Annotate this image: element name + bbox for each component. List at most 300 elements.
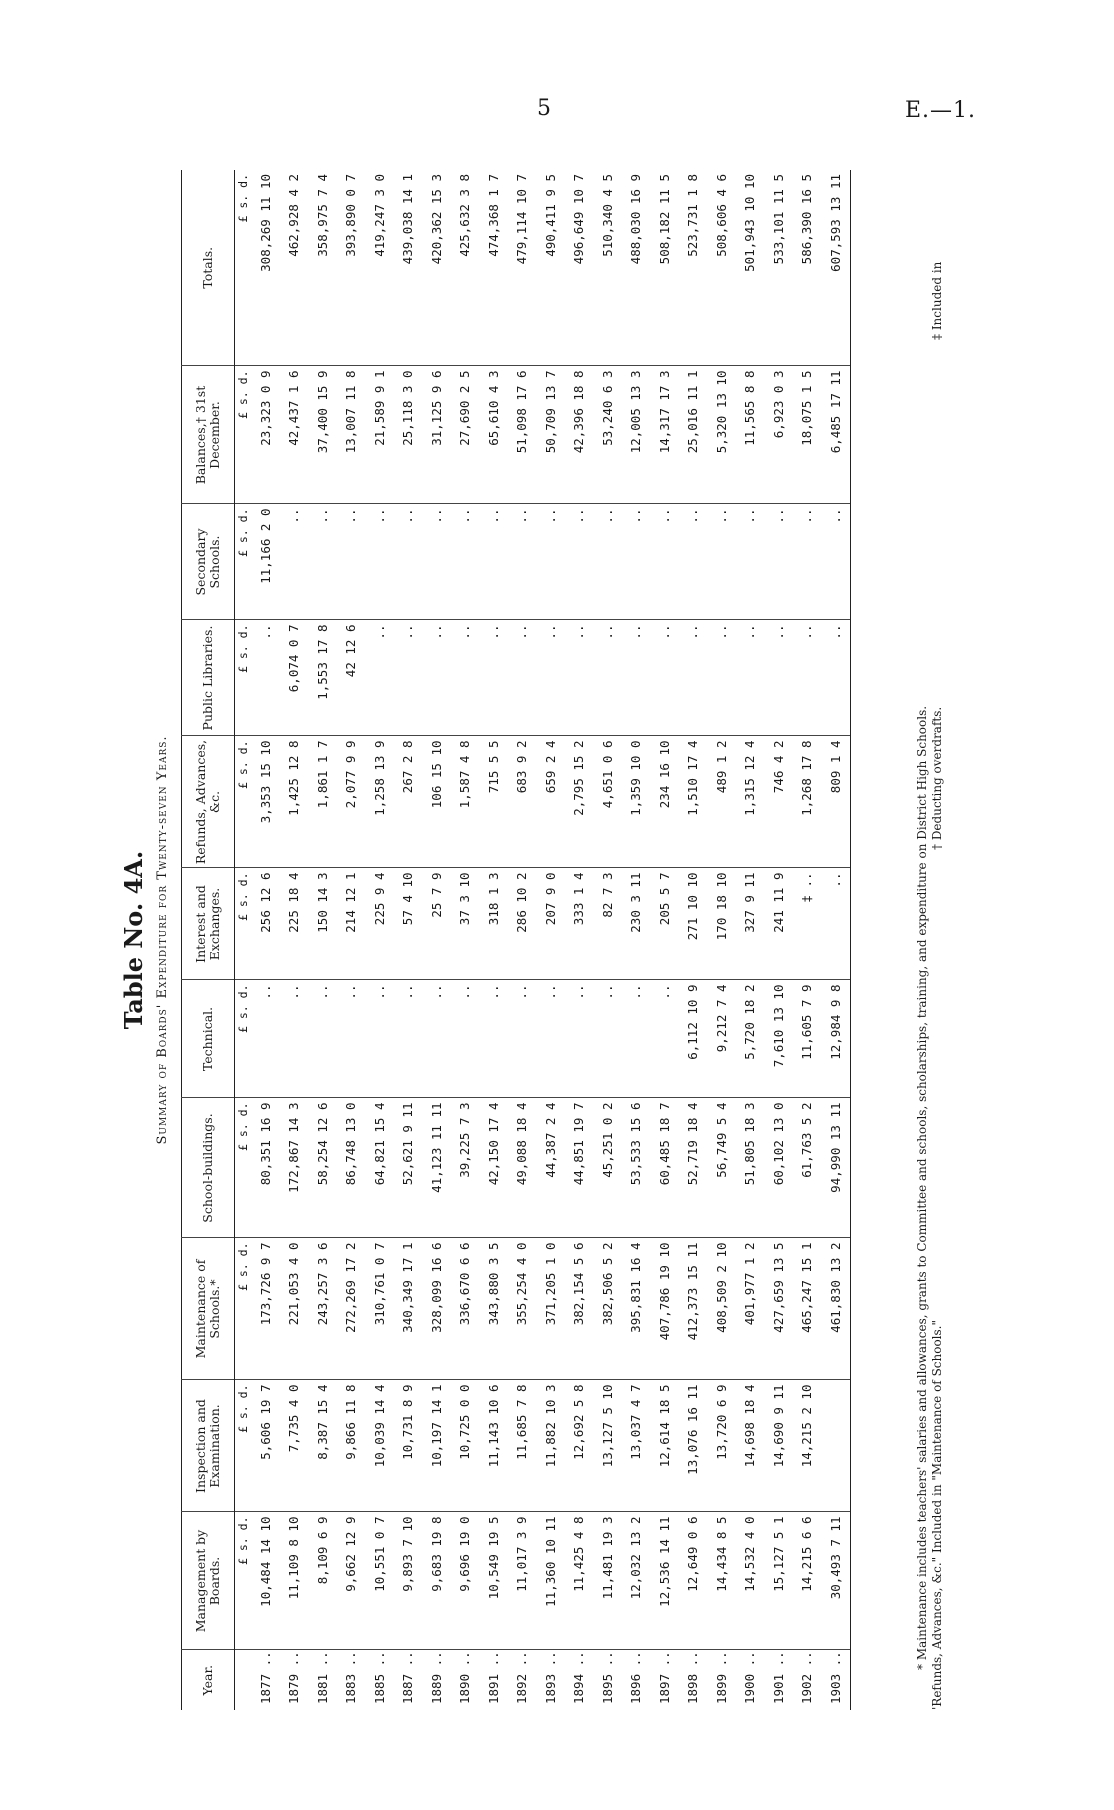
footnote-maintenance: * Maintenance includes teachers' salaries and allowances, grants to Committee and schools, scholarships, training, and expenditure on District High Schools. (915, 705, 929, 1670)
amount-cell: 37,400 15 9 (308, 366, 337, 504)
amount-cell: 170 18 10 (707, 868, 736, 980)
amount-cell: 401,977 1 2 (736, 1238, 765, 1380)
table-row (650, 170, 679, 1710)
amount-cell: 427,659 13 5 (764, 1238, 793, 1380)
amount-cell: .. (337, 980, 366, 1098)
amount-cell: .. (593, 504, 622, 620)
table-row (736, 170, 765, 1710)
amount-cell: 412,373 15 11 (679, 1238, 708, 1380)
amount-cell: .. (308, 980, 337, 1098)
amount-cell: 489 1 2 (707, 736, 736, 868)
amount-cell: 9,866 11 8 (337, 1380, 366, 1512)
unit-cell: £ s. d. (235, 736, 252, 868)
header-totals: Totals. (182, 170, 235, 366)
amount-cell: 49,088 18 4 (508, 1098, 537, 1238)
amount-cell: 13,037 4 7 (622, 1380, 651, 1512)
amount-cell: 13,007 11 8 (337, 366, 366, 504)
amount-cell: 1,425 12 8 (280, 736, 309, 868)
amount-cell: 230 3 11 (622, 868, 651, 980)
amount-cell: 11,882 10 3 (536, 1380, 565, 1512)
unit-cell: £ s. d. (235, 980, 252, 1098)
table-row (451, 170, 480, 1710)
table-row (280, 170, 309, 1710)
amount-cell: 14,215 6 6 (793, 1512, 822, 1650)
amount-cell: 12,005 13 3 (622, 366, 651, 504)
header-interest: Interest and Exchanges. (182, 868, 235, 980)
amount-cell: 221,053 4 0 (280, 1238, 309, 1380)
amount-cell: 336,670 6 6 (451, 1238, 480, 1380)
amount-cell: 18,075 1 5 (793, 366, 822, 504)
amount-cell: 25,016 11 1 (679, 366, 708, 504)
amount-cell: .. (308, 504, 337, 620)
amount-cell: 267 2 8 (394, 736, 423, 868)
unit-cell: £ s. d. (235, 366, 252, 504)
table-row (793, 170, 822, 1710)
amount-cell: 14,215 2 10 (793, 1380, 822, 1512)
amount-cell: 465,247 15 1 (793, 1238, 822, 1380)
table-row (679, 170, 708, 1710)
amount-cell: .. (821, 504, 850, 620)
year-cell: 1893 .. (536, 1650, 565, 1710)
table-row (536, 170, 565, 1710)
amount-cell: .. (280, 504, 309, 620)
amount-cell: 64,821 15 4 (365, 1098, 394, 1238)
header-refunds: Refunds, Advances, &c. (182, 736, 235, 868)
amount-cell: .. (394, 504, 423, 620)
amount-cell: .. (451, 504, 480, 620)
unit-cell: £ s. d. (236, 174, 250, 223)
amount-cell: 50,709 13 7 (536, 366, 565, 504)
amount-cell: 106 15 10 (422, 736, 451, 868)
amount-cell: 425,632 3 8 (457, 174, 473, 257)
header-year: Year. (182, 1650, 235, 1710)
amount-cell: 10,484 14 10 (251, 1512, 280, 1650)
amount-cell: 10,197 14 1 (422, 1380, 451, 1512)
amount-cell: 9,662 12 9 (337, 1512, 366, 1650)
amount-cell: 256 12 6 (251, 868, 280, 980)
amount-cell: 11,685 7 8 (508, 1380, 537, 1512)
amount-cell: 11,360 10 11 (536, 1512, 565, 1650)
amount-cell: 462,928 4 2 (286, 174, 302, 257)
amount-cell: .. (736, 620, 765, 736)
amount-cell: 58,254 12 6 (308, 1098, 337, 1238)
amount-cell: 340,349 17 1 (394, 1238, 423, 1380)
amount-cell: 37 3 10 (451, 868, 480, 980)
amount-cell: 407,786 19 10 (650, 1238, 679, 1380)
amount-cell: .. (365, 980, 394, 1098)
expenditure-table (181, 170, 851, 1710)
amount-cell: .. (622, 620, 651, 736)
amount-cell: 1,587 4 8 (451, 736, 480, 868)
header-balances: Balances,† 31st December. (182, 366, 235, 504)
year-cell: 1883 .. (337, 1650, 366, 1710)
amount-cell: 2,077 9 9 (337, 736, 366, 868)
amount-cell: 586,390 16 5 (799, 174, 815, 265)
year-cell: 1881 .. (308, 1650, 337, 1710)
amount-cell: 51,098 17 6 (508, 366, 537, 504)
amount-cell: 11,565 8 8 (736, 366, 765, 504)
amount-cell: .. (565, 620, 594, 736)
table-row (764, 170, 793, 1710)
amount-cell: 659 2 4 (536, 736, 565, 868)
amount-cell: 1,861 1 7 (308, 736, 337, 868)
amount-cell: .. (565, 504, 594, 620)
amount-cell: 241 11 9 (764, 868, 793, 980)
amount-cell: .. (365, 620, 394, 736)
amount-cell: 355,254 4 0 (508, 1238, 537, 1380)
year-cell: 1890 .. (451, 1650, 480, 1710)
amount-cell: 25 7 9 (422, 868, 451, 980)
header-management: Management by Boards. (182, 1512, 235, 1650)
amount-cell: 13,720 6 9 (707, 1380, 736, 1512)
header-maintenance: Maintenance of Schools.* (182, 1238, 235, 1380)
amount-cell: .. (593, 620, 622, 736)
amount-cell: 328,099 16 6 (422, 1238, 451, 1380)
amount-cell: 8,109 6 9 (308, 1512, 337, 1650)
amount-cell: 30,493 7 11 (821, 1512, 850, 1650)
amount-cell: 53,533 15 6 (622, 1098, 651, 1238)
amount-cell: 25,118 3 0 (394, 366, 423, 504)
unit-cell: £ s. d. (235, 1512, 252, 1650)
amount-cell: 1,315 12 4 (736, 736, 765, 868)
amount-cell: 11,143 10 6 (479, 1380, 508, 1512)
header-secondary-schools: Secondary Schools. (182, 504, 235, 620)
amount-cell: 9,212 7 4 (707, 980, 736, 1098)
amount-cell: 8,387 15 4 (308, 1380, 337, 1512)
year-cell: 1903 .. (821, 1650, 850, 1710)
amount-cell: .. (508, 504, 537, 620)
amount-cell: 6,112 10 9 (679, 980, 708, 1098)
amount-cell: 15,127 5 1 (764, 1512, 793, 1650)
amount-cell: 683 9 2 (508, 736, 537, 868)
amount-cell: 607,593 13 11 (821, 170, 850, 366)
amount-cell: 14,690 9 11 (764, 1380, 793, 1512)
amount-cell: 12,614 18 5 (650, 1380, 679, 1512)
amount-cell: 318 1 3 (479, 868, 508, 980)
table-row (337, 170, 366, 1710)
amount-cell: 393,890 0 7 (343, 174, 359, 257)
amount-cell: 1,268 17 8 (793, 736, 822, 868)
header-inspection: Inspection and Examination. (182, 1380, 235, 1512)
amount-cell: 461,830 13 2 (821, 1238, 850, 1380)
amount-cell: 172,867 14 3 (280, 1098, 309, 1238)
amount-cell: 56,749 5 4 (707, 1098, 736, 1238)
table-row (422, 170, 451, 1710)
header-row (182, 170, 235, 1710)
amount-cell: 308,269 11 10 (257, 174, 273, 272)
amount-cell: 13,076 16 11 (679, 1380, 708, 1512)
amount-cell: 12,692 5 8 (565, 1380, 594, 1512)
amount-cell: 1,510 17 4 (679, 736, 708, 868)
amount-cell: .. (394, 980, 423, 1098)
rotated-table-page (115, 150, 1015, 1730)
unit-cell: £ s. d. (235, 868, 252, 980)
amount-cell: .. (451, 980, 480, 1098)
amount-cell: .. (736, 504, 765, 620)
footnote-included: ‡ Included in (930, 261, 944, 340)
amount-cell: 1,553 17 8 (308, 620, 337, 736)
amount-cell: 10,039 14 4 (365, 1380, 394, 1512)
amount-cell: 7,610 13 10 (764, 980, 793, 1098)
amount-cell: .. (565, 980, 594, 1098)
amount-cell: 419,247 3 0 (371, 174, 387, 257)
amount-cell: 474,368 1 7 (485, 174, 501, 257)
amount-cell: 496,649 10 7 (571, 174, 587, 265)
amount-cell: 382,154 5 6 (565, 1238, 594, 1380)
amount-cell: 382,506 5 2 (593, 1238, 622, 1380)
amount-cell: 12,984 9 8 (821, 980, 850, 1098)
table-row (479, 170, 508, 1710)
amount-cell: 12,649 0 6 (679, 1512, 708, 1650)
amount-cell: 11,605 7 9 (793, 980, 822, 1098)
amount-cell: 45,251 0 2 (593, 1098, 622, 1238)
table-subtitle: Summary of Boards' Expenditure for Twenty-seven Years. (155, 735, 170, 1145)
table-row (308, 170, 337, 1710)
year-cell: 1894 .. (565, 1650, 594, 1710)
amount-cell: 42 12 6 (337, 620, 366, 736)
amount-cell: 205 5 7 (650, 868, 679, 980)
amount-cell: 173,726 9 7 (251, 1238, 280, 1380)
table-row (565, 170, 594, 1710)
amount-cell: 86,748 13 0 (337, 1098, 366, 1238)
amount-cell: .. (251, 620, 280, 736)
amount-cell: 11,481 19 3 (593, 1512, 622, 1650)
amount-cell: 13,127 5 10 (593, 1380, 622, 1512)
amount-cell: .. (622, 504, 651, 620)
year-cell: 1899 .. (707, 1650, 736, 1710)
table-row (707, 170, 736, 1710)
amount-cell: 10,725 0 0 (451, 1380, 480, 1512)
year-cell: 1889 .. (422, 1650, 451, 1710)
amount-cell: .. (793, 620, 822, 736)
amount-cell: 14,532 4 0 (736, 1512, 765, 1650)
unit-cell (235, 1650, 252, 1710)
amount-cell: 746 4 2 (764, 736, 793, 868)
year-cell: 1885 .. (365, 1650, 394, 1710)
amount-cell: 6,074 0 7 (280, 620, 309, 736)
header-school-buildings: School-buildings. (182, 1098, 235, 1238)
amount-cell: .. (422, 620, 451, 736)
amount-cell: .. (422, 504, 451, 620)
amount-cell: 27,690 2 5 (451, 366, 480, 504)
year-cell: 1891 .. (479, 1650, 508, 1710)
amount-cell: 9,893 7 10 (394, 1512, 423, 1650)
amount-cell: 234 16 10 (650, 736, 679, 868)
unit-cell: £ s. d. (235, 504, 252, 620)
amount-cell: 7,735 4 0 (280, 1380, 309, 1512)
amount-cell: 11,166 2 0 (251, 504, 280, 620)
amount-cell: .. (707, 620, 736, 736)
table-row (394, 170, 423, 1710)
amount-cell: 488,030 16 9 (628, 174, 644, 265)
year-cell: 1877 .. (251, 1650, 280, 1710)
amount-cell: 4,651 0 6 (593, 736, 622, 868)
amount-cell: 12,032 13 2 (622, 1512, 651, 1650)
amount-cell: 10,549 19 5 (479, 1512, 508, 1650)
amount-cell: .. (479, 980, 508, 1098)
amount-cell: 39,225 7 3 (451, 1098, 480, 1238)
amount-cell: 358,975 7 4 (314, 174, 330, 257)
amount-cell: 490,411 9 5 (542, 174, 558, 257)
amount-cell: 408,509 2 10 (707, 1238, 736, 1380)
amount-cell: .. (251, 980, 280, 1098)
amount-cell: .. (793, 504, 822, 620)
year-cell: 1901 .. (764, 1650, 793, 1710)
amount-cell: 44,851 19 7 (565, 1098, 594, 1238)
amount-cell: 57 4 10 (394, 868, 423, 980)
amount-cell: 14,698 18 4 (736, 1380, 765, 1512)
amount-cell: 214 12 1 (337, 868, 366, 980)
amount-cell: .. (764, 504, 793, 620)
amount-cell: 11,109 8 10 (280, 1512, 309, 1650)
amount-cell: 5,320 13 10 (707, 366, 736, 504)
amount-cell: 42,437 1 6 (280, 366, 309, 504)
amount-cell: .. (707, 504, 736, 620)
amount-cell: .. (508, 980, 537, 1098)
header-technical: Technical. (182, 980, 235, 1098)
document-reference: E.—1. (905, 98, 977, 123)
amount-cell: 508,606 4 6 (713, 174, 729, 257)
amount-cell: 271 10 10 (679, 868, 708, 980)
amount-cell: 12,536 14 11 (650, 1512, 679, 1650)
amount-cell: 60,102 13 0 (764, 1098, 793, 1238)
amount-cell: 272,269 17 2 (337, 1238, 366, 1380)
amount-cell: 82 7 3 (593, 868, 622, 980)
amount-cell: 61,763 5 2 (793, 1098, 822, 1238)
amount-cell: 52,621 9 11 (394, 1098, 423, 1238)
amount-cell: 51,805 18 3 (736, 1098, 765, 1238)
table-row (251, 170, 280, 1710)
amount-cell: 42,150 17 4 (479, 1098, 508, 1238)
amount-cell: .. (764, 620, 793, 736)
table-row (365, 170, 394, 1710)
amount-cell: 9,683 19 8 (422, 1512, 451, 1650)
amount-cell: .. (536, 980, 565, 1098)
amount-cell (821, 1380, 850, 1512)
amount-cell: 501,943 10 10 (742, 174, 758, 272)
amount-cell: 2,795 15 2 (565, 736, 594, 868)
amount-cell: 21,589 9 1 (365, 366, 394, 504)
amount-cell: 94,990 13 11 (821, 1098, 850, 1238)
amount-cell: 14,317 17 3 (650, 366, 679, 504)
amount-cell: 9,696 19 0 (451, 1512, 480, 1650)
amount-cell: 510,340 4 5 (599, 174, 615, 257)
amount-cell: 207 9 0 (536, 868, 565, 980)
table-row (821, 170, 850, 1710)
amount-cell: 65,610 4 3 (479, 366, 508, 504)
amount-cell: 533,101 11 5 (770, 174, 786, 265)
amount-cell: 508,182 11 5 (656, 174, 672, 265)
amount-cell: 3,353 15 10 (251, 736, 280, 868)
year-cell: 1898 .. (679, 1650, 708, 1710)
year-cell: 1896 .. (622, 1650, 651, 1710)
amount-cell: 41,123 11 11 (422, 1098, 451, 1238)
amount-cell: .. (821, 620, 850, 736)
amount-cell: 439,038 14 1 (400, 174, 416, 265)
table-row (593, 170, 622, 1710)
amount-cell: 310,761 0 7 (365, 1238, 394, 1380)
amount-cell: 11,017 3 9 (508, 1512, 537, 1650)
table-body (235, 170, 851, 1710)
amount-cell: ‡ .. (793, 868, 822, 980)
year-cell: 1879 .. (280, 1650, 309, 1710)
year-cell: 1900 .. (736, 1650, 765, 1710)
amount-cell: .. (536, 620, 565, 736)
amount-cell: 225 9 4 (365, 868, 394, 980)
amount-cell: 10,731 8 9 (394, 1380, 423, 1512)
unit-cell: £ s. d. (235, 1380, 252, 1512)
amount-cell: 23,323 0 9 (251, 366, 280, 504)
footnote-refunds: 'Refunds, Advances, &c." Included in "Maintenance of Schools." (930, 1319, 944, 1710)
amount-cell: 52,719 18 4 (679, 1098, 708, 1238)
amount-cell: 395,831 16 4 (622, 1238, 651, 1380)
amount-cell: 14,434 8 5 (707, 1512, 736, 1650)
year-cell: 1887 .. (394, 1650, 423, 1710)
amount-cell: 5,606 19 7 (251, 1380, 280, 1512)
year-cell: 1892 .. (508, 1650, 537, 1710)
amount-cell: .. (622, 980, 651, 1098)
page-number: 5 (537, 96, 551, 121)
footnote-overdrafts: † Deducting overdrafts. (930, 706, 944, 850)
amount-cell: .. (280, 980, 309, 1098)
units-row (235, 170, 252, 1710)
amount-cell: 523,731 1 8 (685, 174, 701, 257)
amount-cell: 243,257 3 6 (308, 1238, 337, 1380)
amount-cell: 1,359 10 0 (622, 736, 651, 868)
amount-cell: .. (508, 620, 537, 736)
amount-cell: .. (650, 504, 679, 620)
amount-cell: 6,923 0 3 (764, 366, 793, 504)
table-row (508, 170, 537, 1710)
amount-cell: 809 1 4 (821, 736, 850, 868)
amount-cell: .. (451, 620, 480, 736)
amount-cell: 479,114 10 7 (514, 174, 530, 265)
unit-cell: £ s. d. (235, 620, 252, 736)
amount-cell: .. (422, 980, 451, 1098)
amount-cell: 420,362 15 3 (428, 174, 444, 265)
amount-cell: 11,425 4 8 (565, 1512, 594, 1650)
amount-cell: 327 9 11 (736, 868, 765, 980)
year-cell: 1895 .. (593, 1650, 622, 1710)
amount-cell: .. (479, 504, 508, 620)
amount-cell: 60,485 18 7 (650, 1098, 679, 1238)
amount-cell: .. (679, 504, 708, 620)
amount-cell: 10,551 0 7 (365, 1512, 394, 1650)
unit-cell: £ s. d. (235, 1098, 252, 1238)
amount-cell: .. (337, 504, 366, 620)
amount-cell: .. (394, 620, 423, 736)
amount-cell: 44,387 2 4 (536, 1098, 565, 1238)
amount-cell: .. (679, 620, 708, 736)
amount-cell: 286 10 2 (508, 868, 537, 980)
amount-cell: 5,720 18 2 (736, 980, 765, 1098)
amount-cell: 225 18 4 (280, 868, 309, 980)
year-cell: 1902 .. (793, 1650, 822, 1710)
amount-cell: 42,396 18 8 (565, 366, 594, 504)
amount-cell: 715 5 5 (479, 736, 508, 868)
amount-cell: .. (479, 620, 508, 736)
amount-cell: 333 1 4 (565, 868, 594, 980)
amount-cell: .. (650, 980, 679, 1098)
amount-cell: .. (536, 504, 565, 620)
amount-cell: .. (821, 868, 850, 980)
amount-cell: .. (650, 620, 679, 736)
table-title: Table No. 4A. (119, 850, 148, 1030)
amount-cell: 6,485 17 11 (821, 366, 850, 504)
amount-cell: 1,258 13 9 (365, 736, 394, 868)
amount-cell: 150 14 3 (308, 868, 337, 980)
amount-cell: .. (365, 504, 394, 620)
